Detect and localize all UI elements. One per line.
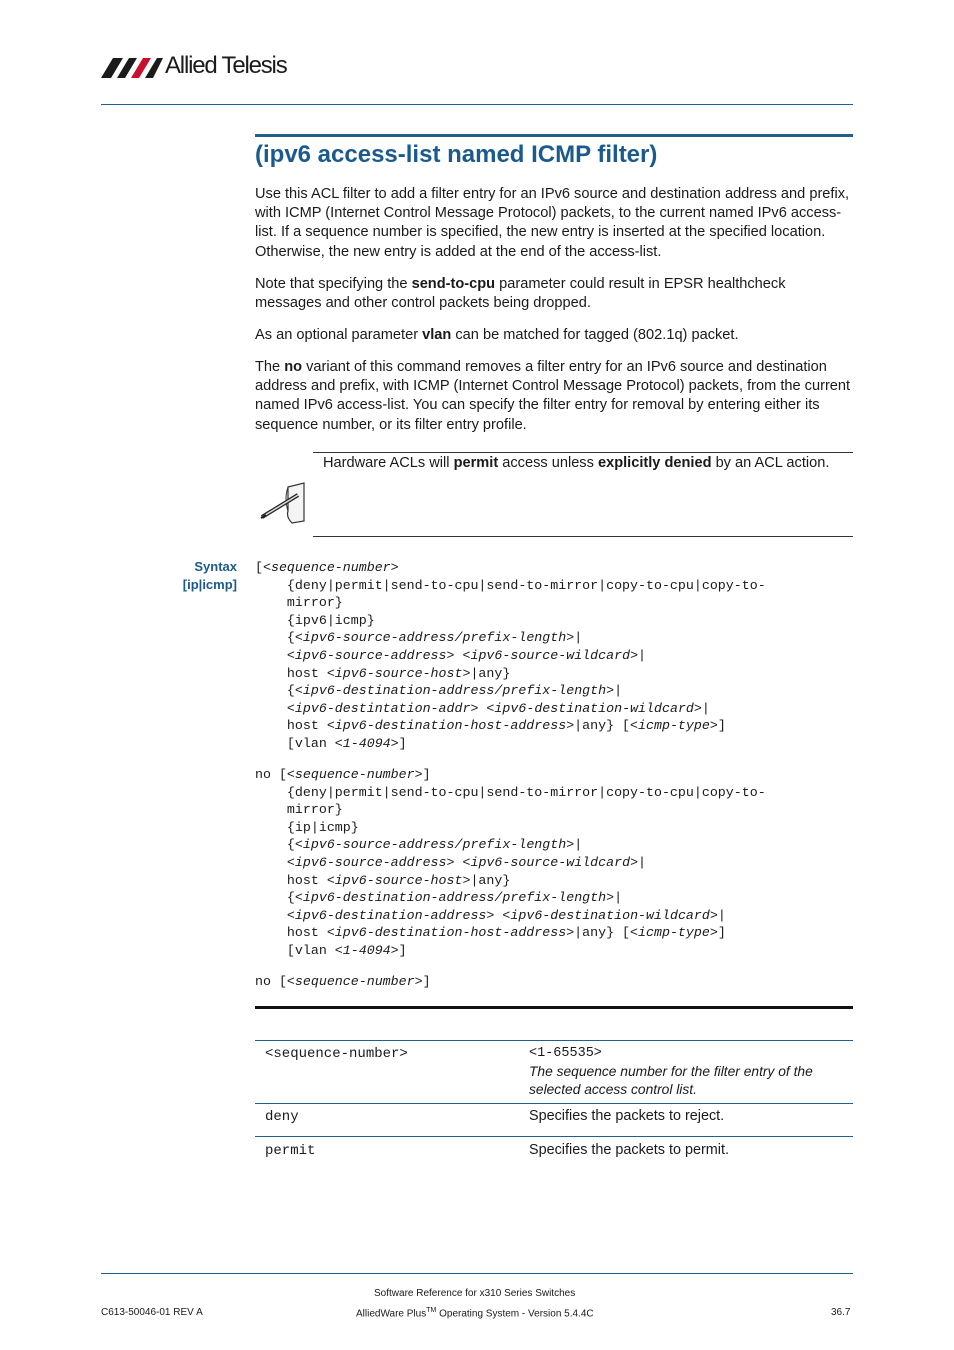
param-name-permit: permit [265,1143,316,1159]
footer-rule [101,1273,853,1274]
syntax-label [137,558,237,594]
syntax-code-no: no [<sequence-number>] {deny|permit|send-to-cpu|send-to-mirror|copy-to-cpu|copy-to- mirror} {ip|icmp} {<ipv6-source-address/prefix-length>| <ipv6-source-address> <ipv6-source-wildcard>| host <ipv6-source-host>|any} {<ipv6-destination-address/prefix-length>| <ipv6-destination-address> <ipv6-destination-wildcard>| host <ipv6-destination-host-address>|any} [<icmp-type>] [vlan <1-4094>] [255,767,766,958]
param-description: The sequence number for the filter entry of the selected access control list. [529,1064,813,1097]
param-desc-permit: Specifies the packets to permit. [529,1142,729,1158]
syntax-code-add: [<sequence-number> {deny|permit|send-to-cpu|send-to-mirror|copy-to-cpu|copy-to- mirror} {ipv6|icmp} {<ipv6-source-address/prefix-length>| <ipv6-source-address> <ipv6-source-wildcard>| host <ipv6-source-host>|any} {<ipv6-destination-address/prefix-length>| <ipv6-destintation-addr> <ipv6-destination-wildcard>| host <ipv6-destination-host-address>|any} [<icmp-type>] [vlan <1-4094>] [255,560,766,751]
table-row-rule [255,1136,853,1137]
syntax-label-title: Syntax [194,559,237,574]
note-bottom-rule [313,536,853,537]
title-rule [255,134,853,137]
param-name-deny: deny [265,1109,299,1125]
note-top-rule [313,452,853,453]
footer-page-number: 36.7 [831,1307,851,1318]
intro-paragraph: Use this ACL filter to add a filter entry for an IPv6 source and destination address and prefix, with ICMP (Internet Control Message Protocol) packets, to the current named IPv6 access-list. If a sequence number is specified, the new entry is inserted at the specified location. Otherwise, the new entry is added at the end of the access-list. [255,186,850,260]
footer-doc-code: C613-50046-01 REV A [101,1307,203,1318]
header-rule [101,104,853,105]
param-range: <1-65535> [529,1046,602,1061]
footer-os-version: AlliedWare Plus™ Operating System - Version 5.4.4C [356,1307,594,1320]
footer-doc-title: Software Reference for x310 Series Switches [374,1288,576,1299]
syntax-code-no-short: no [<sequence-number>] [255,974,431,989]
logo-wordmark: Allied Telesis [165,52,287,79]
allied-telesis-logo-mark-icon [101,56,163,78]
page-title: (ipv6 access-list named ICMP filter) [255,141,658,168]
no-variant-paragraph: The no variant of this command removes a filter entry for an IPv6 source and destination address and prefix, with ICMP (Internet Control Message Protocol) packets, from the current named IPv6 access-list. You can specify the filter entry for removal by entering either its sequence number, or its filter entry profile. [255,359,851,433]
table-top-thick-rule [255,1006,853,1009]
param-desc-sequence-number [529,1045,839,1099]
table-header-rule [255,1040,853,1041]
allied-telesis-logo [101,52,301,80]
param-desc-deny: Specifies the packets to reject. [529,1108,725,1124]
pen-note-icon [258,481,310,527]
send-to-cpu-note-paragraph: Note that specifying the send-to-cpu parameter could result in EPSR healthcheck messages and other control packets being dropped. [255,276,786,312]
vlan-paragraph: As an optional parameter vlan can be matched for tagged (802.1q) packet. [255,327,739,343]
param-name-sequence-number: <sequence-number> [265,1046,408,1062]
note-text: Hardware ACLs will permit access unless explicitly denied by an ACL action. [323,455,830,471]
table-row-rule [255,1103,853,1104]
syntax-label-variant: [ip|icmp] [182,577,237,592]
